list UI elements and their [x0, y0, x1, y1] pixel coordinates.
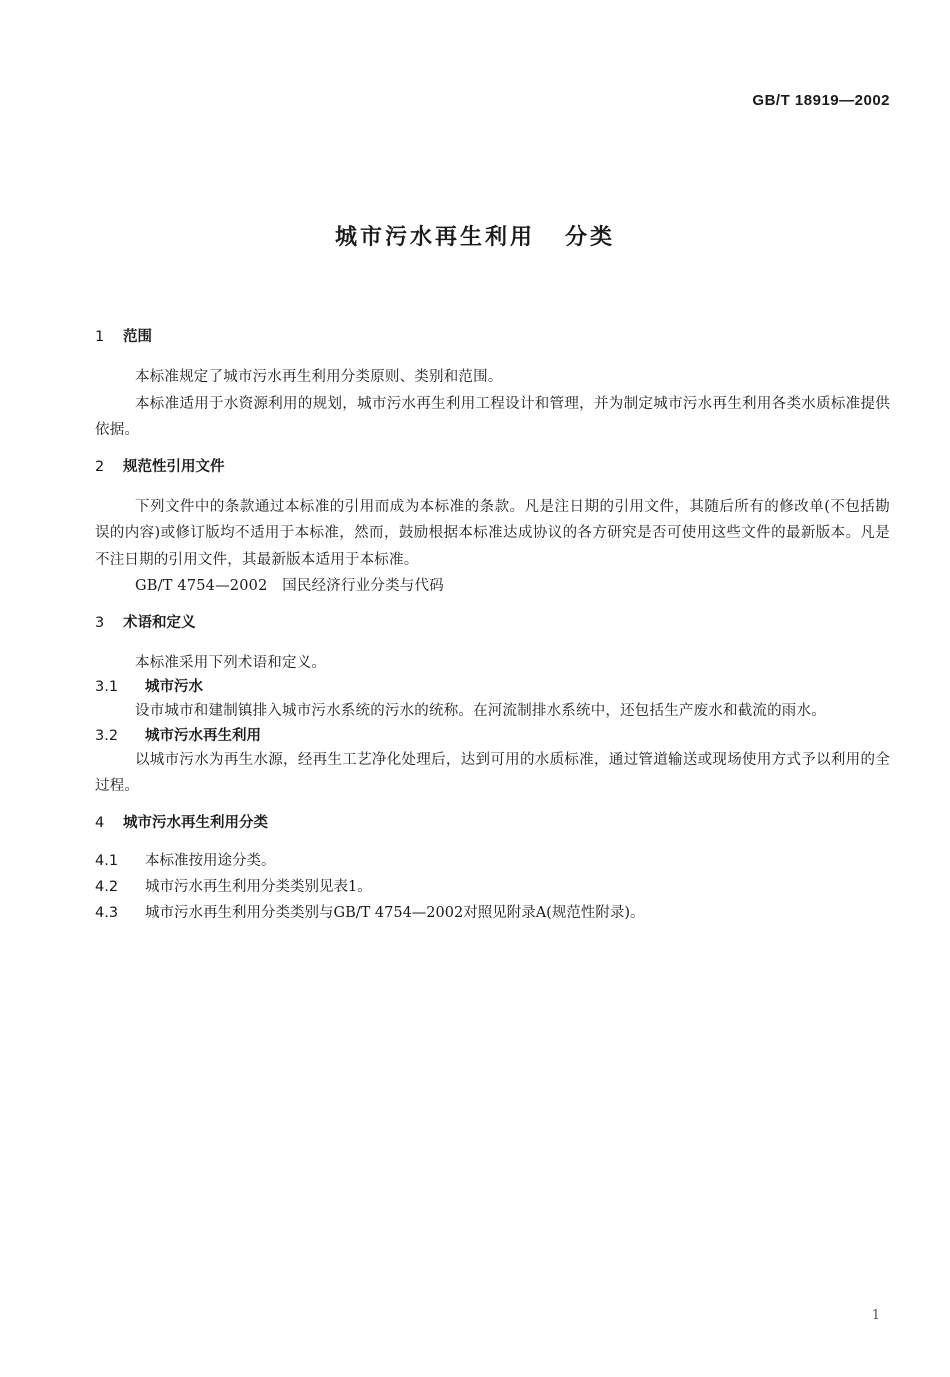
term-title: 城市污水: [145, 679, 203, 695]
section-title: 城市污水再生利用分类: [123, 814, 268, 831]
section-title: 术语和定义: [123, 614, 196, 631]
clause-text: 本标准按用途分类。: [145, 852, 276, 869]
clause-4-2: [95, 874, 890, 900]
clause-number: 4.3: [95, 904, 119, 921]
clause-number: 4.1: [95, 852, 119, 869]
paragraph: 本标准适用于水资源利用的规划，城市污水再生利用工程设计和管理，并为制定城市污水再生利用各类水质标准提供依据。: [95, 395, 890, 438]
section-2-heading: [95, 456, 890, 478]
term-definition: 设市城市和建制镇排入城市污水系统的污水的统称。在河流制排水系统中，还包括生产废水和截流的雨水。: [135, 703, 826, 719]
section-number: 3: [95, 614, 105, 631]
term-3-1-heading: [95, 676, 890, 698]
term-definition: 以城市污水为再生水源，经再生工艺净化处理后，达到可用的水质标准，通过管道输送或现场使用方式予以利用的全过程。: [95, 751, 890, 794]
section-number: 1: [95, 329, 105, 345]
term-number: 3.1: [95, 679, 119, 695]
clause-number: 4.2: [95, 878, 119, 895]
clause-text: 城市污水再生利用分类类别见表1。: [145, 878, 372, 895]
paragraph: 本标准规定了城市污水再生利用分类原则、类别和范围。: [135, 369, 503, 385]
section-title: 规范性引用文件: [123, 458, 225, 475]
section-1-heading: [95, 326, 890, 348]
clause-4-1: [95, 848, 890, 874]
normative-reference: GB/T 4754—2002 国民经济行业分类与代码: [135, 578, 444, 594]
section-number: 2: [95, 458, 105, 475]
section-4-heading: [95, 812, 890, 834]
title-main: 城市污水再生利用: [334, 225, 535, 250]
document-title: [0, 220, 950, 251]
clause-4-3: [95, 900, 890, 926]
paragraph: 下列文件中的条款通过本标准的引用而成为本标准的条款。凡是注日期的引用文件，其随后所有的修改单(不包括勘误的内容)或修订版均不适用于本标准，然而，鼓励根据本标准达成协议的各方研究是否可使用这些文件的最新版本。凡是不注日期的引用文件，其最新版本适用于本标准。: [95, 498, 890, 568]
section-3-heading: [95, 612, 890, 634]
term-3-2-heading: [95, 725, 890, 747]
clause-text: 城市污水再生利用分类类别与GB/T 4754—2002对照见附录A(规范性附录)。: [145, 904, 645, 921]
section-number: 4: [95, 814, 105, 831]
standard-code: GB/T 18919—2002: [752, 92, 890, 109]
page-number: 1: [871, 1308, 880, 1323]
section-title: 范围: [123, 329, 152, 345]
term-number: 3.2: [95, 727, 119, 744]
paragraph: 本标准采用下列术语和定义。: [135, 654, 327, 671]
title-sub: 分类: [565, 225, 616, 250]
document-body: [95, 326, 890, 926]
term-title: 城市污水再生利用: [145, 727, 261, 744]
